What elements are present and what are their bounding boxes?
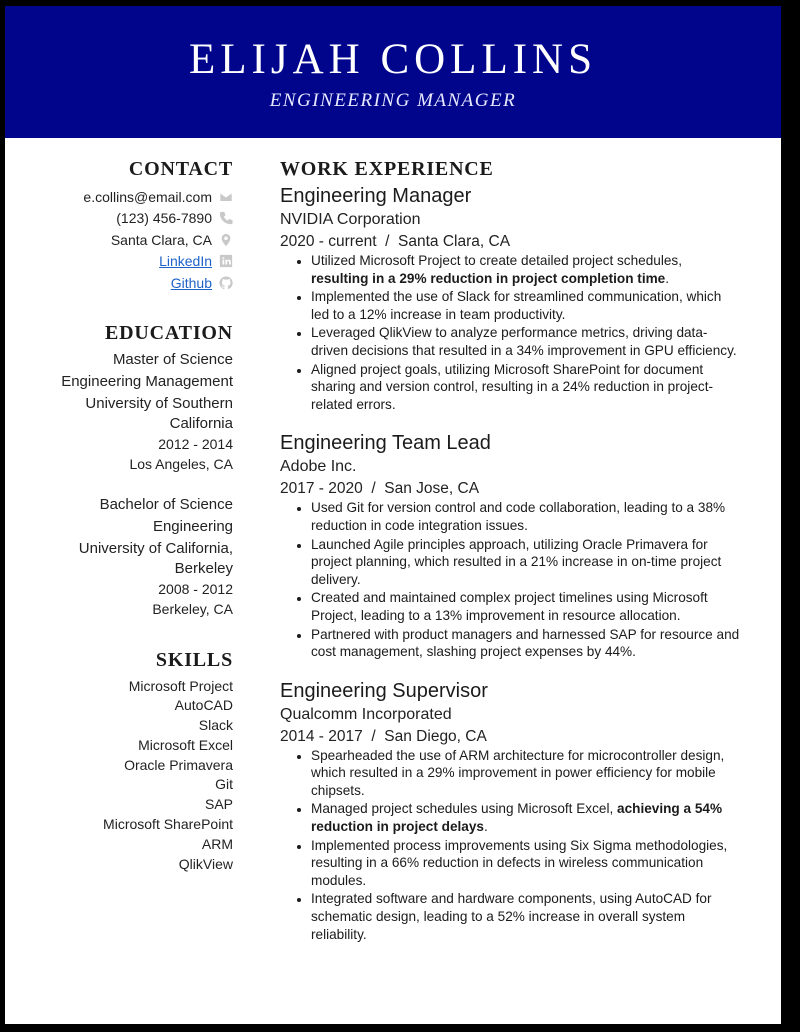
bullet-item: • Implemented process improvements using Six Sigma methodologies, resulting in a 66% reduction in defects in wireless communication modules.	[311, 837, 740, 890]
skill-item: Microsoft Excel	[138, 736, 233, 753]
job-location: San Diego, CA	[384, 727, 487, 745]
job-dates-location	[280, 478, 740, 499]
company-name: Qualcomm Incorporated	[280, 705, 452, 723]
bullet-item: • Used Git for version control and code collaboration, leading to a 38% reduction in code integration issues.	[311, 499, 740, 534]
skills-list	[45, 677, 233, 875]
skill-item: AutoCAD	[174, 697, 233, 714]
skill-item: Slack	[198, 717, 233, 734]
skill-item: Oracle Primavera	[124, 756, 233, 773]
contact-github	[45, 272, 233, 294]
edu-place: Los Angeles, CA	[129, 455, 233, 472]
bullet-item: • Launched Agile principles approach, utilizing Oracle Primavera for project planning, which resulted in a 21% increase in on-time project delivery.	[311, 536, 740, 589]
resume-page	[5, 6, 781, 1024]
skill-item: QlikView	[178, 855, 233, 872]
job-title: Engineering Team Lead	[280, 432, 491, 455]
skill-item: Microsoft Project	[128, 677, 233, 694]
bullet-item: • Managed project schedules using Microsoft Excel, achieving a 54% reduction in project delays.	[311, 800, 740, 835]
job-dates-location	[280, 231, 740, 252]
bullet-item: • Partnered with product managers and harnessed SAP for resource and cost management, slashing project expenses by 44%.	[311, 626, 740, 661]
bullet-item: • Spearheaded the use of ARM architecture for microcontroller design, which resulted in a 29% improvement in power efficiency for mobile chipsets.	[311, 747, 740, 800]
job-bullets	[280, 252, 740, 413]
skills-heading: SKILLS	[155, 648, 233, 671]
job-entry	[280, 184, 740, 413]
separator: /	[376, 233, 399, 250]
job-entry	[280, 679, 740, 944]
job-entry	[280, 431, 740, 660]
job-bullets	[280, 747, 740, 944]
job-dates-location	[280, 726, 740, 747]
bullet-item: • Created and maintained complex project timelines using Microsoft Project, leading to a 13% improvement in resource allocation.	[311, 589, 740, 624]
job-location: San Jose, CA	[384, 480, 480, 498]
sidebar	[45, 156, 233, 874]
field-of-study: Engineering	[152, 517, 233, 535]
bullet-item: • Utilized Microsoft Project to create detailed project schedules, resulting in a 29% reduction in project completion time.	[311, 252, 740, 287]
candidate-role: ENGINEERING MANAGER	[269, 90, 517, 111]
education-entry	[45, 495, 233, 619]
education-heading: EDUCATION	[105, 321, 233, 344]
bullet-item: • Implemented the use of Slack for streamlined communication, which led to a 12% increase in team productivity.	[311, 288, 740, 323]
edu-years: 2008 - 2012	[158, 580, 233, 597]
edu-place: Berkeley, CA	[152, 600, 233, 617]
contact-phone: (123) 456-7890	[45, 208, 233, 230]
contact-heading: CONTACT	[128, 158, 233, 180]
skill-item: Microsoft SharePoint	[103, 816, 233, 833]
github-link[interactable]: Github	[170, 274, 212, 291]
job-bullets	[280, 499, 740, 660]
company-name: Adobe Inc.	[280, 458, 357, 476]
skill-item: ARM	[201, 835, 233, 852]
bullet-highlight: achieving a 54% reduction in project delays	[311, 801, 723, 835]
bullet-item: • Integrated software and hardware components, using AutoCAD for schematic design, leading to a 52% increase in overall system reliability.	[311, 890, 740, 943]
bullet-item: • Aligned project goals, utilizing Microsoft SharePoint for document sharing and version control, resulting in a 24% reduction in project-related errors.	[311, 361, 740, 414]
contact-email: e.collins@email.com	[45, 186, 233, 208]
skill-item: Git	[215, 776, 233, 793]
job-dates: 2020 - current	[280, 233, 377, 250]
company-name: NVIDIA Corporation	[280, 211, 421, 228]
school: University of California, Berkeley	[78, 539, 233, 577]
school: University of Southern California	[85, 394, 233, 432]
job-title: Engineering Manager	[280, 185, 472, 207]
main-content	[280, 156, 740, 944]
skill-item: SAP	[204, 796, 233, 813]
degree: Bachelor of Science	[99, 495, 233, 513]
contact-location: Santa Clara, CA	[45, 229, 233, 251]
linkedin-link[interactable]: LinkedIn	[159, 253, 212, 270]
field-of-study: Engineering Management	[61, 372, 233, 390]
separator: /	[362, 480, 385, 498]
bullet-highlight: resulting in a 29% reduction in project completion time	[311, 270, 666, 286]
phone-icon	[219, 211, 233, 225]
job-dates: 2017 - 2020	[280, 480, 363, 498]
header-banner	[5, 6, 781, 138]
jobs-list	[280, 184, 740, 943]
map-pin-icon	[219, 233, 233, 247]
envelope-icon	[219, 190, 233, 204]
linkedin-icon	[219, 254, 233, 268]
work-experience-heading: WORK EXPERIENCE	[280, 158, 494, 180]
job-title: Engineering Supervisor	[280, 679, 488, 702]
separator: /	[362, 727, 385, 745]
job-location: Santa Clara, CA	[398, 233, 511, 250]
edu-years: 2012 - 2014	[158, 435, 233, 452]
github-icon	[219, 276, 233, 290]
contact-linkedin	[45, 251, 233, 273]
education-entry	[45, 350, 233, 474]
degree: Master of Science	[112, 350, 233, 368]
bullet-item: • Leveraged QlikView to analyze performance metrics, driving data-driven decisions that resulted in a 34% improvement in GPU efficiency.	[311, 324, 740, 359]
job-dates: 2014 - 2017	[280, 727, 363, 745]
candidate-name: ELIJAH COLLINS	[189, 36, 597, 83]
